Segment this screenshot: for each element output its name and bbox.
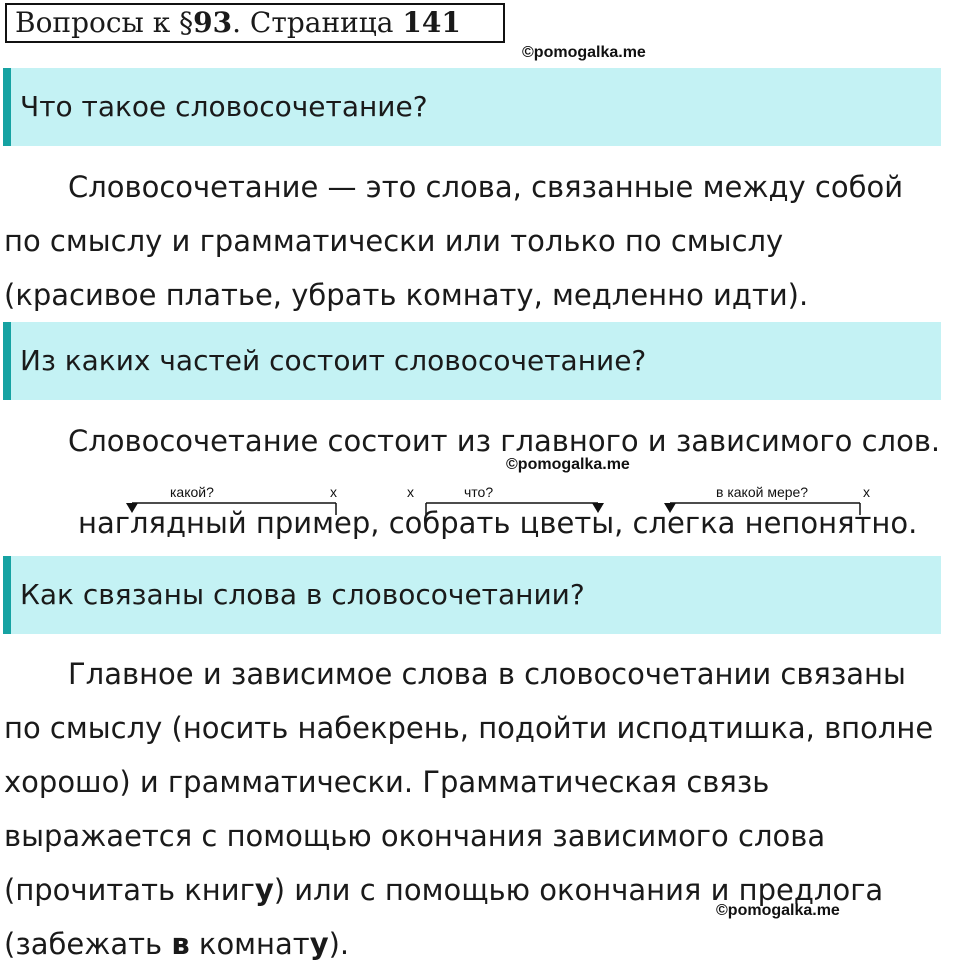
question-3: Как связаны слова в словосочетании? [3,556,941,634]
watermark: ©pomogalka.me [716,902,840,919]
ending-highlight: у [254,873,274,907]
example-phrases: наглядный пример, собрать цветы, слегка непонятно. [78,506,918,540]
answer-1-text: Словосочетание — это слова, связанные между собой по смыслу и грамматически или только по смыслу (красивое платье, убрать комнату, медленно идти). [4,170,904,312]
question-2: Из каких частей состоит словосочетание? [3,322,941,400]
question-marker: какой? [170,484,214,500]
page-label: . Страница [232,6,403,39]
main-word-marker: x [407,484,414,500]
question-marker: что? [464,484,494,500]
answer-3-text: комнат [189,927,310,961]
answer-2-text: Словосочетание состоит из главного и зависимого слов. [68,424,941,458]
question-1: Что такое словосочетание? [3,68,941,146]
watermark: ©pomogalka.me [522,44,646,61]
answer-3-text: ). [328,927,350,961]
main-word-marker: x [863,484,870,500]
section-number: 93 [193,6,233,39]
ending-highlight: у [309,927,329,961]
title-prefix: Вопросы к § [15,6,194,39]
answer-3-text: ) или с помощью окончания и предлога (забежать [4,873,884,961]
preposition-highlight: в [171,927,190,961]
watermark: ©pomogalka.me [506,456,630,473]
answer-3-text: Главное и зависимое слова в словосочетании связаны по смыслу (носить набекрень, подойти исподтишка, вполне хорошо) и грамматически. Грамматическая связь выражается с помощью окончания зависимого слова (прочитать книг [4,657,934,907]
main-word-marker: x [330,484,337,500]
page-number: 141 [402,6,461,39]
answer-3 [4,647,944,971]
question-marker: в какой мере? [716,484,809,500]
